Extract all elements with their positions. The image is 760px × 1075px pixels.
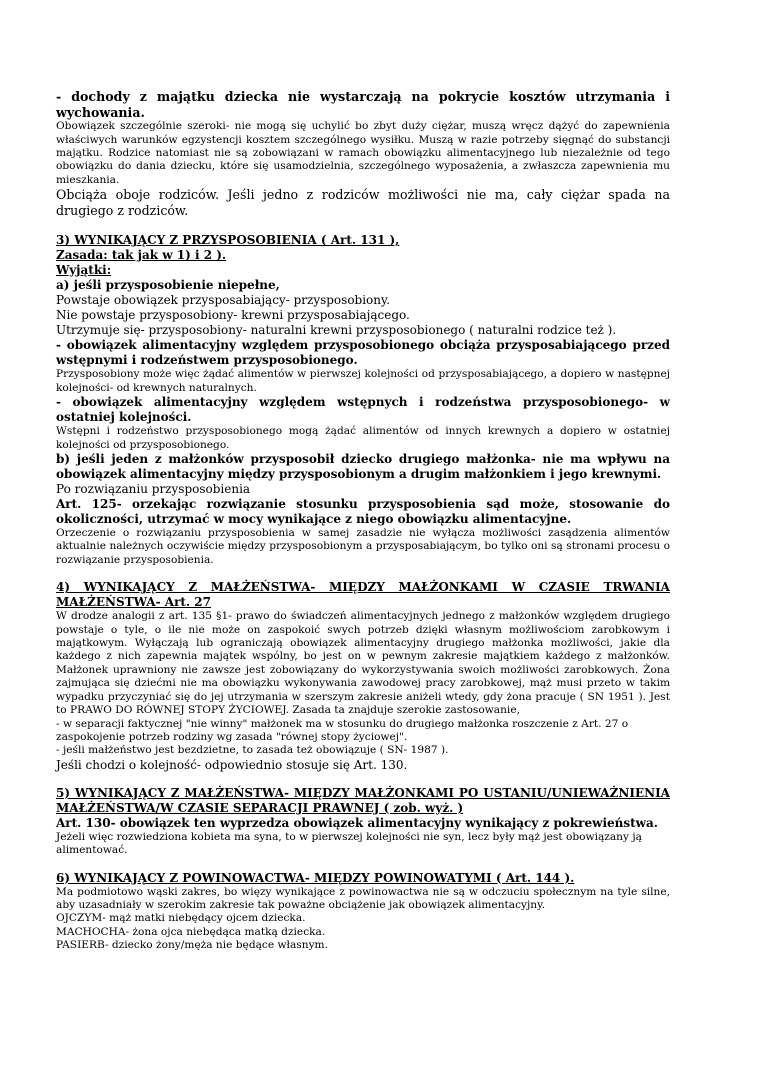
section5-heading: 5) WYNIKAJĄCY Z MAŁŻEŃSTWA- MIĘDZY MAŁŻONKAMI PO USTANIU/UNIEWAŻNIENIA MAŁŻEŃSTWA/W CZASIE SEPARACJI PRAWNEJ ( zob. wyż. ) [56,785,670,815]
section3-rule: Zasada: tak jak w 1) i 2 ). [56,248,227,263]
section3-bullet2: - obowiązek alimentacyjny względem wstępnych i rodzeństwa przysposobionego- w ostatniej kolejności. [56,395,670,425]
section4-bullet1: - w separacji faktycznej "nie winny" małżonek ma w stosunku do drugiego małżonka roszczenie z Art. 27 o zaspokojenie potrzeb rodziny wg zasada "równej stopy życiowej". [56,717,629,743]
section3-art125-note: Orzeczenie o rozwiązaniu przysposobienia w samej zasadzie nie wyłącza możliwości zasądzenia alimentów aktualnie należnych oczywiście między przysposobionym a przysposabiającym, bo tylko oni są stronami procesu o rozwiązanie przysposobienia. [56,527,670,566]
section4-heading: 4) WYNIKAJĄCY Z MAŁŻEŃSTWA- MIĘDZY MAŁŻONKAMI W CZASIE TRWANIA MAŁŻEŃSTWA- Art. 27 [56,580,670,610]
section5-art130: Art. 130- obowiązek ten wyprzedza obowiązek alimentacyjny wynikający z pokrewieństwa. [56,815,658,830]
section4-bullet2: - jeśli małżeństwo jest bezdzietne, to zasada też obowiązuje ( SN- 1987 ). [56,744,449,757]
section5-paragraph: Jeżeli więc rozwiedziona kobieta ma syna, to w pierwszej kolejności nie syn, lecz były mąż jest obowiązany ją alimentować. [56,830,642,857]
intro-summary: Obciąża oboje rodziców. Jeśli jedno z rodziców możliwości nie ma, cały ciężar spada na drugiego z rodziców. [56,187,670,218]
section3-a-line2: Nie powstaje przysposobiony- krewni przysposabiającego. [56,308,410,323]
section3-after-line: Po rozwiązaniu przysposobienia [56,482,251,497]
document-page [56,89,670,953]
section3-a-heading: a) jeśli przysposobienie niepełne, [56,278,280,293]
section3-a-line3: Utrzymuje się- przysposobiony- naturalni krewni przysposobionego ( naturalni rodzice też ). [56,323,617,338]
section3-exceptions-label: Wyjątki: [56,263,112,278]
section3-bullet1-note: Przysposobiony może więc żądać alimentów w pierwszej kolejności od przysposabiającego, a dopiero w następnej kolejności- od krewnych naturalnych. [56,368,670,394]
section3-a-line1: Powstaje obowiązek przysposabiający- przysposobiony. [56,293,391,308]
section3-bullet1: - obowiązek alimentacyjny względem przysposobionego obciąża przysposabiającego przed wstępnymi i rodzeństwem przysposobionego. [56,338,670,368]
intro-bullet: - dochody z majątku dziecka nie wystarczają na pokrycie kosztów utrzymania i wychowania. [56,89,670,120]
section3-heading: 3) WYNIKAJĄCY Z PRZYSPOSOBIENIA ( Art. 131 ), [56,233,400,248]
section6-line1: OJCZYM- mąż matki niebędący ojcem dziecka. [56,912,306,925]
section4-paragraph: W drodze analogii z art. 135 §1- prawo do świadczeń alimentacyjnych jednego z małżonków względem drugiego powstaje o tyle, o ile nie może on zaspokoić swych potrzeb dzięki własnym możliwościom zarobkowym i majątkowym. Wyłączają lub ograniczają obowiązek alimentacyjny drugiego małżonka możliwości, jakie dla każdego z nich zapewnia majątek wspólny, bo jest on w pewnym zakresie majątkiem każdego z małżonków. Małżonek uprawniony nie zawsze jest zobowiązany do wykorzystywania swoich możliwości zarobkowych. Żona zajmująca się dziećmi nie ma obowiązku wykonywania zawodowej pracy zarobkowej, mąż musi przeto w takim wypadku przyczyniać się do jej utrzymania w szerszym zakresie aniżeli wtedy, gdy żona pracuje ( SN 1951 ). Jest to PRAWO DO RÓWNEJ STOPY ŻYCIOWEJ. Zasada ta znajduje szerokie zastosowanie, [56,610,670,717]
section6-heading: 6) WYNIKAJĄCY Z POWINOWACTWA- MIĘDZY POWINOWATYMI ( Art. 144 ). [56,870,575,885]
section6-line2: MACHOCHA- żona ojca niebędąca matką dziecka. [56,925,326,938]
section6-paragraph: Ma podmiotowo wąski zakres, bo więzy wynikające z powinowactwa nie są w odczuciu społecznym na tyle silne, aby uzasadniały w szerokim zakresie tak poważne obciążenie jak obowiązek alimentacyjny. [56,885,670,911]
section4-order-note: Jeśli chodzi o kolejność- odpowiednio stosuje się Art. 130. [56,757,408,772]
section3-bullet2-note: Wstępni i rodzeństwo przysposobionego mogą żądać alimentów od innych krewnych a dopiero w ostatniej kolejności od przysposobionego. [56,425,670,451]
section3-art125: Art. 125- orzekając rozwiązanie stosunku przysposobienia sąd może, stosowanie do okoliczności, utrzymać w mocy wynikające z niego obowiązku alimentacyjne. [56,497,670,527]
intro-paragraph: Obowiązek szczególnie szeroki- nie mogą się uchylić bo zbyt duży ciężar, muszą wręcz dążyć do zapewnienia właściwych warunków egzystencji kosztem szczególnego wysiłku. Muszą w razie potrzeby sięgnąć do substancji majątku. Rodzice natomiast nie są zobowiązani w ramach obowiązku alimentacyjnego lub niezależnie od tego obowiązku do dania dziecku, które się usamodzielnia, szczególnego wyposażenia, a zwłaszcza zapewnienia mu mieszkania. [56,120,670,186]
section3-b-heading: b) jeśli jeden z małżonków przysposobił dziecko drugiego małżonka- nie ma wpływu na obowiązek alimentacyjny między przysposobionym a drugim małżonkiem i jego krewnymi. [56,452,670,482]
section6-line3: PASIERB- dziecko żony/męża nie będące własnym. [56,939,328,952]
